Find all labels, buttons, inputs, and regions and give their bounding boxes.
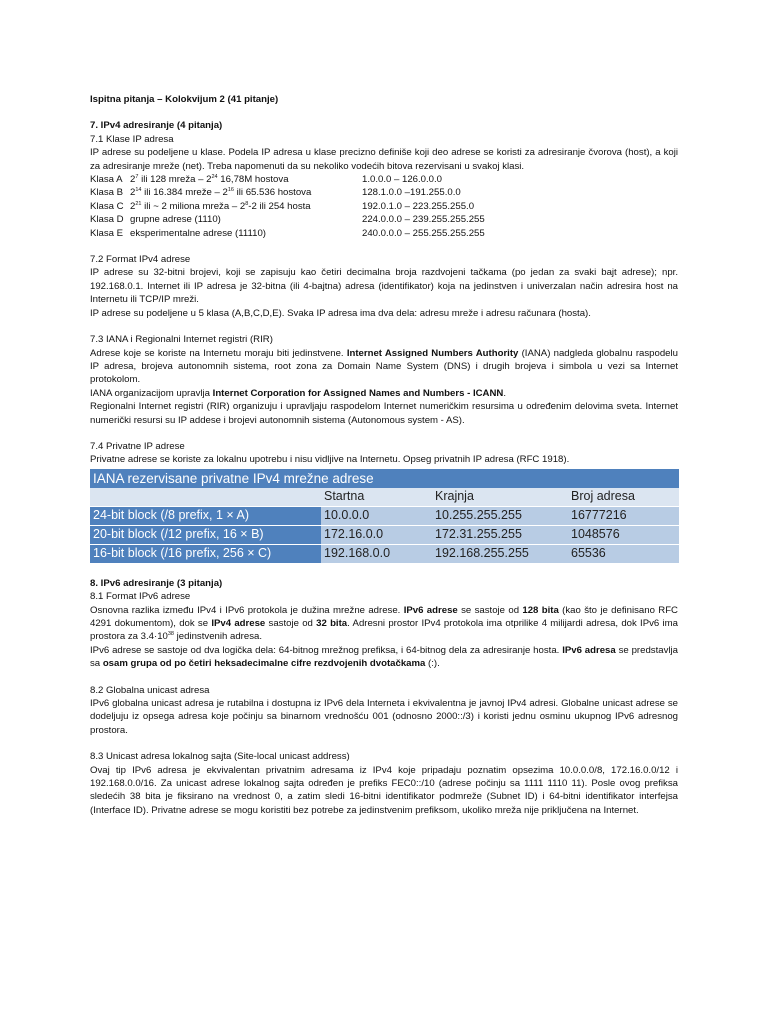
table-row	[90, 544, 679, 563]
ip-class-name: Klasa B	[90, 187, 124, 199]
ip-class-description: $2^{14}$ ili 16.384 mreže – $2^{16}$ ili 65.536 hostova	[130, 187, 312, 199]
section-7-3-paragraph-2	[90, 387, 678, 400]
table-row	[90, 506, 679, 525]
ip-class-range: 240.0.0.0 – 255.255.255.255	[362, 227, 485, 239]
section-7-4-text: Privatne adrese se koriste za lokalnu upotrebu i nisu vidljive na Internetu. Opseg privatnih IP adresa (RFC 1918).	[90, 454, 570, 466]
table-cell: 10.0.0.0	[321, 506, 432, 525]
table-row	[90, 525, 679, 544]
table-header-cell: Startna	[321, 488, 432, 507]
table-caption: IANA rezervisane privatne IPv4 mrežne adrese	[90, 469, 679, 488]
ip-class-range: 1.0.0.0 – 126.0.0.0	[362, 174, 443, 186]
section-8-2-title: 8.2 Globalna unicast adresa	[90, 684, 210, 696]
table-cell: 192.168.255.255	[432, 544, 568, 563]
ip-class-row	[90, 227, 678, 240]
ip-class-name: Klasa C	[90, 200, 124, 212]
table-cell: 1048576	[568, 525, 679, 544]
text-run: .	[503, 387, 507, 399]
ip-class-description: $2^7$ ili 128 mreža – $2^{24}$ 16,78M hostova	[130, 173, 289, 186]
section-7-4-title: 7.4 Privatne IP adrese	[90, 440, 185, 452]
ip-class-row	[90, 213, 678, 226]
ip-class-list	[90, 173, 678, 240]
section-8-1-paragraph-2: IPv6 adrese se sastoje od dva logička dela: 64-bitnog mrežnog prefiksa, i 64-bitnog dela za adresiranje hosta. IPv6 adresa se predstavlja sa osam grupa od po četiri heksadecimalne cifre rezdvojenih dvotačkama (:).	[90, 644, 678, 670]
section-7-3-title: 7.3 IANA i Regionalni Internet registri (RIR)	[90, 334, 273, 346]
ip-class-name: Klasa A	[90, 174, 123, 186]
ip-class-description: $2^{21}$ ili ~ 2 miliona mreža – $2^8-2$ ili 254 hosta	[130, 200, 311, 212]
section-7-3-paragraph-1	[90, 347, 678, 387]
ip-class-description: eksperimentalne adrese (11110)	[130, 227, 266, 239]
section-7-2-title: 7.2 Format IPv4 adrese	[90, 254, 191, 266]
section-8-3-title: 8.3 Unicast adresa lokalnog sajta (Site-local unicast address)	[90, 751, 350, 763]
document-title: Ispitna pitanja – Kolokvijum 2 (41 pitanje)	[90, 94, 279, 105]
section-8-3-text: Ovaj tip IPv6 adresa je ekvivalentan privatnim adresama iz IPv4 koje pripadaju poznatim opsezima 10.0.0.0/8, 172.16.0.0/12 i 192.168.0.0/16. Za unicast adrese lokalnog sajta određen je prefiks FEC0::/10 (adrese počinju sa 1111 1110 11). Posle ovog prefiksa sledećih 38 bita je fiksirano na vrednost 0, a zatim sledi 16-bitni identifikator podmreže (Subnet ID) i 64-bitni identifikator interfejsa (Interface ID). Privatne adrese se mogu koristiti bez potrebe za jedinstvenim prefiksom, ukoliko mreža nije priključena na Internet.	[90, 764, 678, 816]
ip-class-name: Klasa E	[90, 227, 124, 239]
document-page	[90, 93, 678, 817]
text-run: (IANA) nadgleda globalnu raspodelu IP adresa, brojeva autonomnih sistema, root zona za Domain Name System (DNS) i drugih brojeva i simbola u vezi sa Internet protokolom.	[90, 347, 678, 386]
ip-class-row	[90, 173, 678, 186]
table-header-cell	[90, 488, 321, 507]
ip-class-description: grupne adrese (1110)	[130, 214, 221, 226]
table-cell: 10.255.255.255	[432, 506, 568, 525]
table-cell: 172.31.255.255	[432, 525, 568, 544]
table-header-cell: Broj adresa	[568, 488, 679, 507]
section-7-2-text-2: IP adrese su podeljene u 5 klasa (A,B,C,D,E). Svaka IP adresa ima dva dela: adresu mreže i adresu računara (hosta).	[90, 307, 591, 319]
table-cell: 65536	[568, 544, 679, 563]
section-7-heading: 7. IPv4 adresiranje (4 pitanja)	[90, 120, 223, 132]
ip-class-range: 192.0.1.0 – 223.255.255.0	[362, 200, 475, 212]
table-cell: 20-bit block (/12 prefix, 16 × B)	[90, 525, 321, 544]
section-7-3-paragraph-3: Regionalni Internet registri (RIR) organizuju i upravljaju raspodelom Internet numeričkim resursima u određenim delovima sveta. Internet numerički resursi su IP addese i brojevi autonomnih sistema (Autonomous system - AS).	[90, 401, 678, 426]
icann-name: Internet Corporation for Assigned Names and Numbers - ICANN	[212, 387, 504, 399]
section-8-2-text: IPv6 globalna unicast adresa je rutabilna i dostupna iz IPv6 dela Interneta i ekvivalentna je javnoj IPv4 adresi. Globalne unicast adrese se dodeljuju iz opsega adresa koje počinju sa binarnom vrednošću 001 (odnosno 2000::/3) i koristi jednu osminu ukupnog IPv6 adresnog prostora.	[90, 698, 678, 736]
table-cell: 16-bit block (/16 prefix, 256 × C)	[90, 544, 321, 563]
table-cell: 24-bit block (/8 prefix, 1 × A)	[90, 506, 321, 525]
ip-class-range: 128.1.0.0 –191.255.0.0	[362, 187, 461, 199]
ip-class-row	[90, 186, 678, 199]
section-7-1-title: 7.1 Klase IP adresa	[90, 133, 174, 145]
iana-name: Internet Assigned Numbers Authority	[346, 347, 519, 359]
table-cell: 172.16.0.0	[321, 525, 432, 544]
table-cell: 16777216	[568, 506, 679, 525]
table-cell: 192.168.0.0	[321, 544, 432, 563]
section-7-2-text: IP adrese su 32-bitni brojevi, koji se zapisuju kao četiri decimalna broja razdvojeni tačkama (po jedan za svaki bajt adrese); npr. 192.168.0.1. Internet ili IP adresa je 32-bitna (ili 4-bajtna) adresa (identifikator) koja na jedinstven i univerzalan način adresira host na Internetu ili TCP/IP mreži.	[90, 267, 678, 306]
text-run: IANA organizacijom upravlja	[90, 387, 213, 399]
text-run: Adrese koje se koriste na Internetu moraju biti jedinstvene.	[90, 347, 347, 359]
table-header-row	[90, 488, 679, 507]
table-header-cell: Krajnja	[432, 488, 568, 507]
section-8-1-paragraph-1: Osnovna razlika između IPv4 i IPv6 protokola je dužina mrežne adrese. IPv6 adrese se sastoje od 128 bita (kao što je definisano RFC 4291 dokumentom), dok se IPv4 adrese sastoje od 32 bita. Adresni prostor IPv4 protokola ima otprilike 4 milijardi adresa, dok IPv6 ima prostora za $3.4\cdot 10^{38}$ jedinstvenih adresa.	[90, 604, 678, 643]
ip-class-name: Klasa D	[90, 214, 124, 226]
ip-class-range: 224.0.0.0 – 239.255.255.255	[362, 214, 485, 226]
section-8-heading: 8. IPv6 adresiranje (3 pitanja)	[90, 577, 223, 589]
ip-class-row	[90, 200, 678, 213]
section-7-1-text: IP adrese su podeljene u klase. Podela IP adresa u klase precizno definiše koji deo adrese se koristi za adresiranje čvorova (host), a koji za adresiranje mreže (net). Treba napomenuti da su nekoliko vodećih bitova rezervisani u svakoj klasi.	[90, 147, 678, 172]
private-address-table	[90, 469, 679, 564]
section-8-1-title: 8.1 Format IPv6 adrese	[90, 591, 191, 603]
